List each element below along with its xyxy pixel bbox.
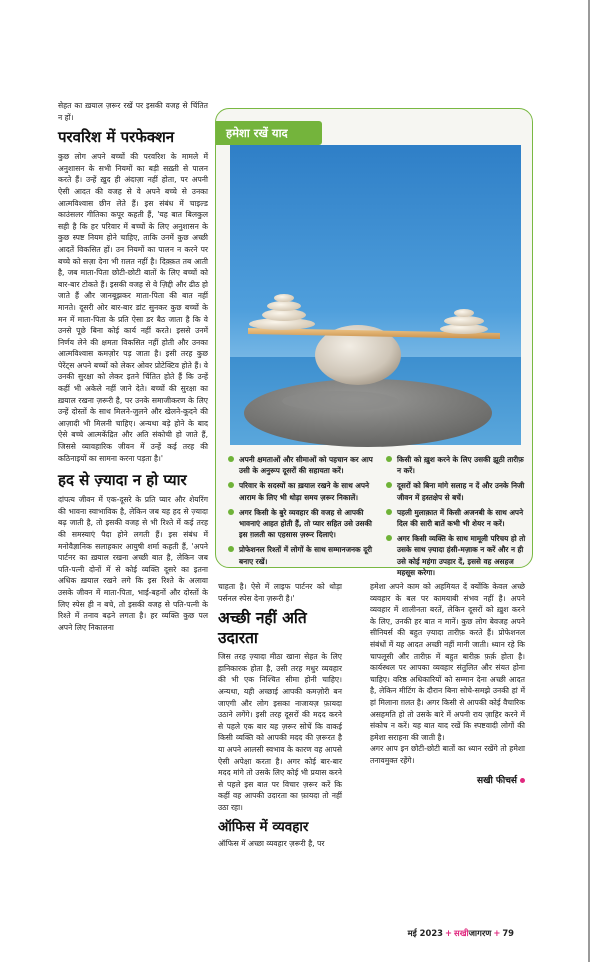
parenting-paragraph: कुछ लोग अपने बच्चों की परवरिश के मामले में अनुशासन के सभी नियमों का बड़ी सख़्ती से पालन करते हैं। उन्हें ख़ुद ही अंदाज़ा नहीं होता, पर अपनी ऐसी आदत की वजह से वे अपने बच्चे से उनका आत्मविश्वास छीन लेते हैं। इस संबंध में चाइल्ड काउंसलर गीतिका कपूर कहती हैं, 'यह बात बिलकुल सही है कि हर परिवार में बच्चों के लिए अनुशासन के कुछ स्पष्ट नियम होने चाहिए, ताकि उनमें कुछ अच्छी आदतें विकसित हों। उन नियमों का पालन न करने पर बच्चे को सज़ा देना भी ग़लत नहीं है। दिक़्क़त तब आती है, जब माता-पिता छोटी-छोटी बातों के लिए बच्चों को बार-बार टोकते हैं। इसकी वजह से वे ज़िद्दी और ढीठ हो जाते हैं और जानबूझकर माता-पिता की बात नहीं मानते। दूसरी ओर बार-बार डांट सुनकर कुछ बच्चों के मन में माता-पिता के प्रति ऐसा डर बैठ जाता है कि वे उनसे पूछे बिना कोई कार्य नहीं करते। इससे उनमें निर्णय लेने की क्षमता विकसित नहीं होती और उनका आत्मविश्वास कमज़ोर पड़ जाता है। इसी तरह कुछ पेरेंट्स अपने बच्चों को लेकर ओवर प्रोटेक्टिव होते हैं। वे उनकी सुरक्षा को लेकर इतने चिंतित होते हैं कि उन्हें कहीं भी अकेले नहीं जाने देते। बच्चों की सुरक्षा का ख़याल रखना ज़रूरी है, पर उनके समाजीकरण के लिए उन्हें दोस्तों के साथ मिलने-जुलने और खेलने-कूदने की आज़ादी भी मिलनी चाहिए। अन्यथा बड़े होने के बाद ऐसे बच्चे आत्मकेंद्रित और अति संकोची हो जाते हैं, जिससे व्यावहारिक जीवन में उन्हें कई तरह की कठिनाइयों का सामना करना पड़ता है।' — [58, 152, 208, 463]
space-paragraph: चाहता है। ऐसे में लाइफ पार्टनर को थोड़ा पर्सनल स्पेस देना ज़रूरी है।' — [218, 582, 342, 603]
intro-text: सेहत का ख़याल ज़रूर रखें पर इसकी वजह से चिंतित न हों। — [58, 101, 208, 122]
tip-item: दूसरों को बिना मांगे सलाह न दें और उनके निजी जीवन में हस्तक्षेप से बचें। — [386, 480, 526, 502]
bullet-icon — [386, 482, 392, 488]
bullet-icon — [228, 456, 234, 462]
brand-jagran: जागरण — [468, 928, 492, 938]
tip-item: प्रोफेशनल रिश्तों में लोगों के साथ सम्मानजनक दूरी बनाए रखें। — [228, 544, 376, 566]
bullet-icon — [228, 482, 234, 488]
bullet-icon — [386, 535, 392, 541]
tip-item: अपनी क्षमताओं और सीमाओं को पहचान कर आप उसी के अनुरूप दूसरों की सहायता करें। — [228, 454, 376, 476]
page-number: 79 — [502, 928, 514, 938]
section-heading-love: हद से ज़्यादा न हो प्यार — [58, 471, 187, 490]
separator-icon: + — [445, 928, 453, 938]
page-footer — [408, 928, 514, 939]
section-heading-office: ऑफिस में व्यवहार — [218, 818, 309, 835]
section-heading-parenting: परवरिश में परफेक्शन — [58, 128, 175, 147]
tips-list-right — [386, 454, 526, 582]
column-left — [58, 100, 208, 633]
bullet-icon — [228, 546, 234, 552]
brand-sakhi: सखी — [454, 928, 469, 938]
tip-item: किसी को ख़ुश करने के लिए उसकी झूठी तारीफ़ न करें। — [386, 454, 526, 476]
generosity-paragraph: जिस तरह ज़्यादा मीठा खाना सेहत के लिए हानिकारक होता है, उसी तरह मधुर व्यवहार की भी एक निश्चित सीमा होनी चाहिए। अन्यथा, यही अच्छाई आपकी कमज़ोरी बन जाएगी और लोग इसका नाजायज़ फ़ायदा उठाने लगेंगे। इसी तरह दूसरों की मदद करने से पहले एक बार यह ज़रूर सोचें कि वाकई किसी व्यक्ति को आपकी मदद की ज़रूरत है या अपने आलसी स्वभाव के कारण वह आपसे ऐसी अपेक्षा करता है। अगर कोई बार-बार मदद मांगे तो उसके लिए कोई भी प्रयास करने से पहले इस बात पर विचार ज़रूर करें कि कहीं वह आपकी उदारता का फ़ायदा तो नहीं उठा रहा। — [218, 652, 342, 812]
tip-item: अगर किसी के बुरे व्यवहार की वजह से आपकी भावनाएं आहत होती हैं, तो प्यार सहित उसे उसकी इस ग़लती का एहसास ज़रूर दिलाएं। — [228, 507, 376, 541]
end-mark-icon — [520, 778, 525, 783]
tip-item: अगर किसी व्यक्ति के साथ मामूली परिचय हो तो उसके साथ ज़्यादा हंसी-मज़ाक न करें और न ही उसे कोई महंगा उपहार दें, इससे वह असहज महसूस करेगा। — [386, 533, 526, 578]
tip-item: परिवार के सदस्यों का ख़याल रखने के साथ अपने आराम के लिए भी थोड़ा समय ज़रूर निकालें। — [228, 480, 376, 502]
bullet-icon — [386, 509, 392, 515]
love-paragraph: दांपत्य जीवन में एक-दूसरे के प्रति प्यार और शेयरिंग की भावना स्वाभाविक है, लेकिन जब यह हद से ज़्यादा बढ़ जाती है, तो इसकी वजह से भी रिश्ते में कई तरह की समस्याएं पैदा होने लगती हैं। इस संबंध में मनोवैज्ञानिक सलाहकार आयुषी शर्मा कहती हैं, 'अपने पार्टनर का ख़याल रखना अच्छी बात है, लेकिन जब पति-पत्नी दोनों में से कोई व्यक्ति दूसरे का इतना अधिक ख़याल रखने लगे कि इस रिश्ते के अलावा उसके जीवन में माता-पिता, भाई-बहनों और दोस्तों के लिए स्पेस ही न बचे, तो इसकी वजह से पति-पत्नी के रिश्ते में तनाव बढ़ने लगता है। हर व्यक्ति कुछ पल अपने लिए निकालना — [58, 495, 208, 632]
byline — [370, 773, 525, 786]
issue-date: मई 2023 — [407, 928, 443, 938]
box-heading: हमेशा रखें याद — [216, 121, 322, 145]
separator-icon: + — [493, 928, 501, 938]
section-heading-generosity: अच्छी नहीं अति उदारता — [218, 608, 307, 648]
stones-image — [230, 145, 521, 445]
balanced-stones-photo — [230, 145, 521, 445]
office-continued-paragraph: हमेशा अपने काम को अहमियत दें क्योंकि केवल अच्छे व्यवहार के बल पर कामयाबी संभव नहीं है। अपने व्यवहार में शालीनता बरतें, लेकिन दूसरों को ख़ुश करने के लिए, उनकी हर बात न मानें। कुछ लोग बेवजह अपने सीनियर्स की बहुत ज़्यादा तारीफ़ करते हैं। प्रोफेशनल संबंधों में यह आदत अच्छी नहीं मानी जाती। ध्यान रहे कि चापलूसी और तारीफ़ में बहुत बारीक़ फ़र्क़ होता है। कार्यस्थल पर आपका व्यवहार संतुलित और संयत होना चाहिए। वरिष्ठ अधिकारियों को सम्मान देना अच्छी आदत है, लेकिन मीटिंग के दौरान बिना सोचे-समझे उनकी हां में हां मिलाना ग़लत है। अगर किसी से आपकी कोई वैचारिक असहमति हो तो उसके बारे में अपनी राय ज़ाहिर करने में संकोच न करें। यह बात याद रखें कि स्पष्टवादी लोगों की हमेशा सराहना की जाती है। — [370, 582, 525, 742]
byline-text: सखी फीचर्स — [477, 775, 517, 786]
tip-item: पहली मुलाक़ात में किसी अजनबी के साथ अपने दिल की सारी बातें कभी भी शेयर न करें। — [386, 507, 526, 529]
closing-paragraph: अगर आप इन छोटी-छोटी बातों का ध्यान रखेंगे तो हमेशा तनावमुक्त रहेंगे। — [370, 744, 525, 765]
column-right — [370, 581, 525, 786]
column-middle — [218, 581, 342, 849]
bullet-icon — [228, 509, 234, 515]
bullet-icon — [386, 456, 392, 462]
office-paragraph: ऑफिस में अच्छा व्यवहार ज़रूरी है, पर — [218, 838, 325, 848]
remember-box — [215, 108, 533, 577]
tips-list-left — [228, 454, 376, 571]
